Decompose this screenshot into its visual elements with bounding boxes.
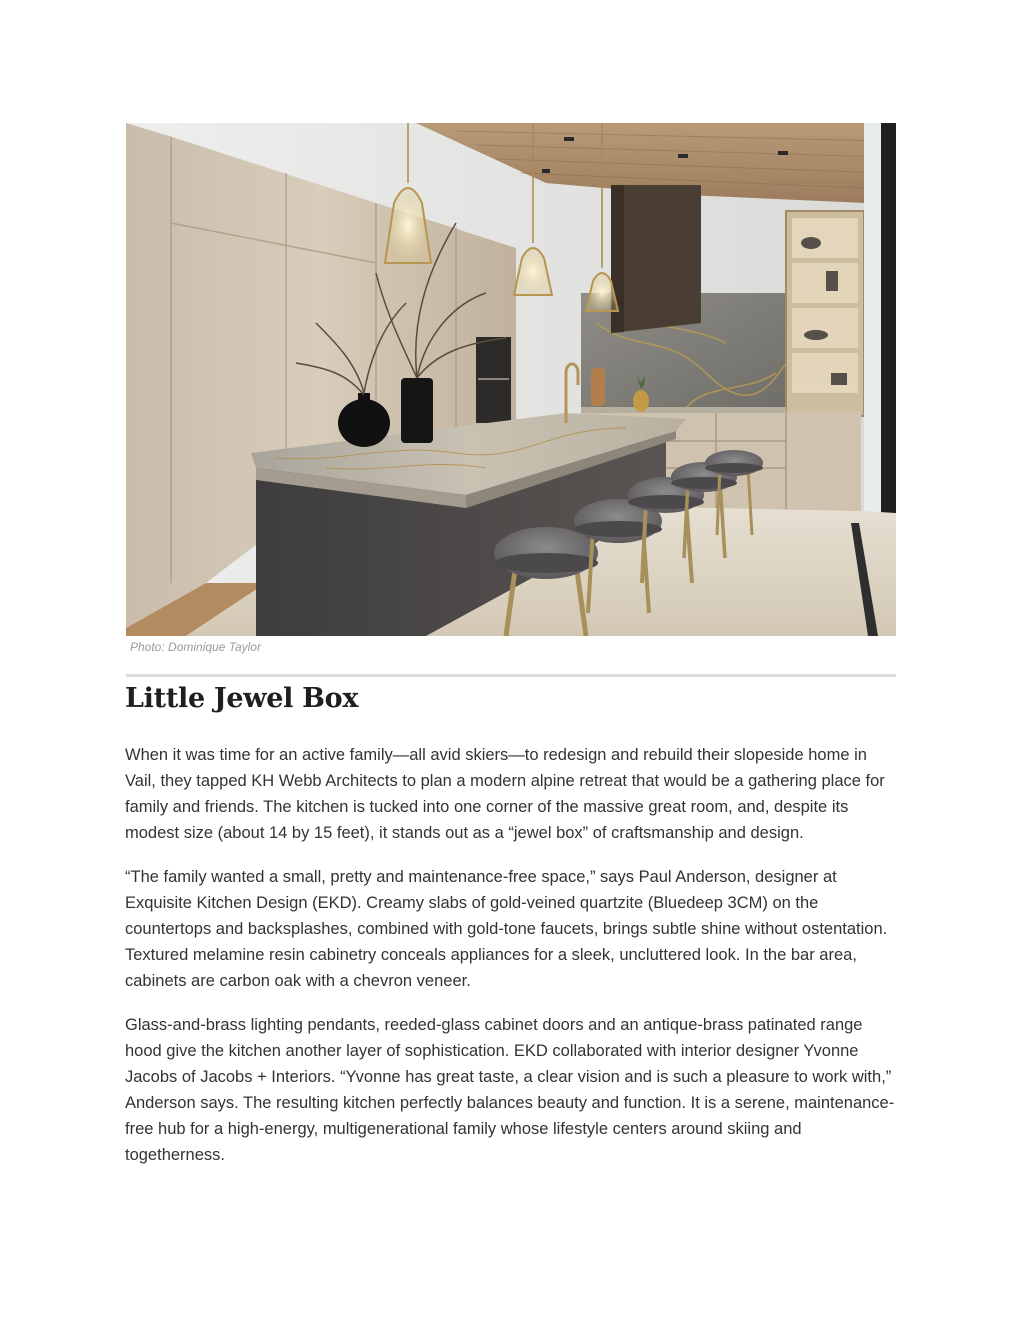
article-heading: Little Jewel Box [125, 683, 359, 714]
article-paragraph: When it was time for an active family—all avid skiers—to redesign and rebuild their slopeside home in Vail, they tapped KH Webb Architects to plan a modern alpine retreat that would be a gathering place for family and friends. The kitchen is tucked into one corner of the massive great room, and, despite its modest size (about 14 by 15 feet), it stands out as a “jewel box” of craftsmanship and design. [125, 746, 885, 842]
section-divider [126, 674, 896, 677]
kitchen-photo [126, 123, 896, 636]
article-paragraph: “The family wanted a small, pretty and maintenance-free space,” says Paul Anderson, designer at Exquisite Kitchen Design (EKD). Creamy slabs of gold-veined quartzite (Bluedeep 3CM) on the countertops and backsplashes, combined with gold-tone faucets, brings subtle shine without ostentation. Textured melamine resin cabinetry conceals appliances for a sleek, uncluttered look. In the bar area, cabinets are carbon oak with a chevron veneer. [125, 868, 888, 990]
article-body [125, 742, 897, 1186]
kitchen-illustration [126, 123, 896, 636]
range-hood [611, 185, 701, 333]
article-paragraph: Glass-and-brass lighting pendants, reeded-glass cabinet doors and an antique-brass patinated range hood give the kitchen another layer of sophistication. EKD collaborated with interior designer Yvonne Jacobs of Jacobs + Interiors. “Yvonne has great taste, a clear vision and is such a pleasure to work with,” Anderson says. The resulting kitchen perfectly balances beauty and function. It is a serene, maintenance-free hub for a high-energy, multigenerational family whose lifestyle centers around skiing and togetherness. [125, 1016, 895, 1164]
pineapple [633, 390, 649, 412]
photo-caption: Photo: Dominique Taylor [130, 640, 261, 654]
